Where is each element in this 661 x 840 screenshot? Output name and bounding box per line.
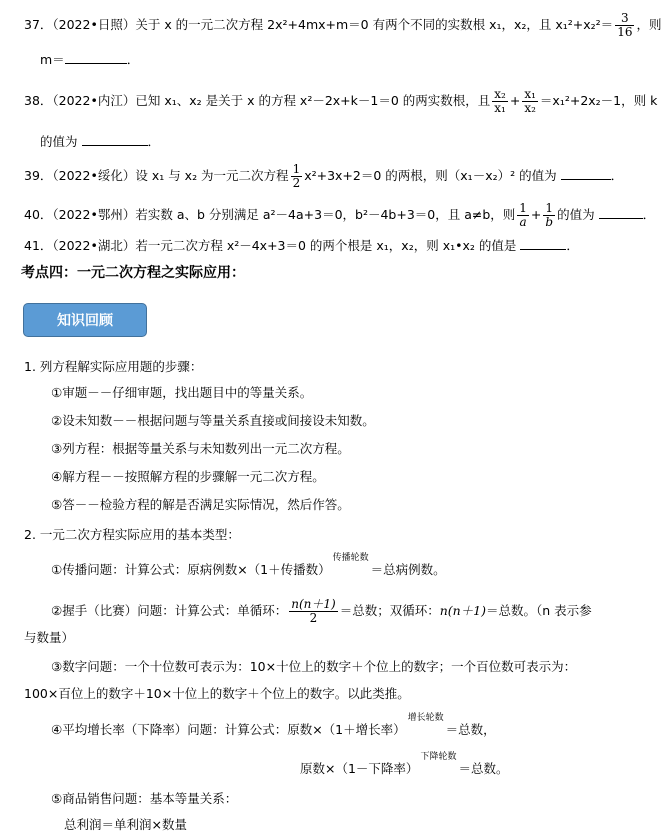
q38-fraction-2: [522, 88, 538, 115]
step-4: ④解方程－－按照解方程的步骤解一元二次方程。: [51, 469, 325, 484]
question-38-cont: [40, 133, 160, 150]
q39-text: 39．（2022•绥化）设 x₁ 与 x₂ 为一元二次方程: [24, 168, 289, 183]
q37-frac-num: 3: [615, 12, 634, 26]
section-heading: 考点四：一元二次方程之实际应用：: [21, 265, 245, 281]
q39-end: ．: [610, 168, 624, 183]
question-37: [24, 12, 661, 39]
q38-frac2-num: x₁: [524, 87, 536, 101]
type-4-decline: [300, 752, 509, 779]
type-2-tail: ＝总数。（n 表示参: [486, 603, 592, 618]
q37-end: ．: [126, 52, 140, 67]
q40-fraction-2: [543, 202, 555, 229]
step-5: ⑤答－－检验方程的解是否满足实际情况，然后作答。: [51, 497, 350, 512]
type-4-text: ④平均增长率（下降率）问题：计算公式：原数×（1＋增长率）: [51, 722, 406, 737]
type-1-exponent: 传播轮数: [332, 553, 369, 563]
q38-plus: +: [509, 93, 521, 108]
question-37-cont: [40, 51, 139, 68]
q40-text-tail: 的值为: [557, 207, 595, 222]
question-41: [24, 237, 579, 254]
type-3-cont: 100×百位上的数字＋10×十位上的数字＋个位上的数字。以此类推。: [24, 686, 410, 701]
knowledge-review-button[interactable]: 知识回顾: [23, 303, 147, 337]
type-4-decline-result: ＝总数。: [458, 761, 509, 776]
q37-m-label: m＝: [40, 52, 65, 67]
type-2-handshake: [51, 598, 592, 625]
type-4-result: ＝总数，: [445, 722, 496, 737]
q38-frac1-den: x₁: [494, 101, 506, 115]
type-1-text: ①传播问题：计算公式：原病例数×（1＋传播数）: [51, 562, 331, 577]
q40-end: ．: [642, 207, 656, 222]
q40-answer-blank[interactable]: [599, 206, 643, 219]
q40-frac2-num: 1: [543, 202, 555, 216]
q37-text: 37．（2022•日照）关于 x 的一元二次方程 2x²+4mx+m＝0 有两个不同的实数根 x₁，x₂，且 x₁²+x₂²＝: [24, 17, 614, 32]
q39-text-tail: x²+3x+2＝0 的两根，则（x₁－x₂）² 的值为: [304, 168, 557, 183]
type-2-frac-den: 2: [309, 611, 318, 625]
q38-frac1-num: x₂: [494, 87, 506, 101]
q39-answer-blank[interactable]: [561, 167, 611, 180]
types-title: 2. 一元二次方程实际应用的基本类型：: [24, 527, 240, 542]
type-4-growth: [51, 713, 496, 740]
q41-text: 41．（2022•湖北）若一元二次方程 x²－4x+3＝0 的两个根是 x₁，x₂，则 x₁•x₂ 的值是: [24, 238, 517, 253]
q40-frac1-num: 1: [519, 201, 527, 215]
type-2-frac-num: n(n＋1): [291, 597, 336, 611]
q40-frac2-den: b: [545, 215, 554, 229]
q40-text: 40．（2022•鄂州）若实数 a、b 分别满足 a²－4a+3＝0，b²－4b+3＝0，且 a≠b，则: [24, 207, 516, 222]
type-4-exponent: 增长轮数: [407, 713, 444, 723]
q38-text: 38．（2022•内江）已知 x₁、x₂ 是关于 x 的方程 x²－2x+k－1＝0 的两实数根，且: [24, 93, 491, 108]
q41-end: ．: [566, 238, 579, 253]
q37-text-tail: ，则: [636, 17, 661, 32]
q40-frac1-den: a: [519, 215, 527, 229]
q39-fraction: [291, 163, 303, 190]
q41-answer-blank[interactable]: [520, 237, 566, 250]
step-2: ②设未知数－－根据问题与等量关系直接或间接设未知数。: [51, 413, 375, 428]
q39-frac-num: 1: [292, 162, 301, 176]
question-38: [24, 88, 657, 115]
q37-answer-blank[interactable]: [65, 51, 127, 64]
step-3: ③列方程：根据等量关系与未知数列出一元二次方程。: [51, 441, 350, 456]
step-1: ①审题－－仔细审题，找出题目中的等量关系。: [51, 385, 313, 400]
q40-plus: +: [530, 207, 542, 222]
q39-frac-den: 2: [292, 176, 301, 190]
type-2-double-formula: n(n＋1): [439, 603, 487, 618]
q38-text-tail: ＝x₁²+2x₂－1，则 k: [539, 93, 658, 108]
question-40: [24, 202, 655, 229]
steps-title: 1. 列方程解实际应用题的步骤：: [24, 359, 203, 374]
type-2-single: ＝总数；双循环：: [339, 603, 440, 618]
q37-fraction: [615, 12, 634, 39]
type-2-text: ②握手（比赛）问题：计算公式：单循环：: [51, 603, 288, 618]
type-1-result: ＝总病例数。: [370, 562, 446, 577]
type-2-fraction: [289, 598, 337, 625]
type-1-spread: [51, 553, 446, 580]
type-3-digits: ③数字问题：一个十位数可表示为：10×十位上的数字＋个位上的数字；一个百位数可表示为：: [51, 659, 577, 674]
q38-frac2-den: x₂: [524, 101, 536, 115]
q38-fraction-1: [492, 88, 508, 115]
type-5-sales: ⑤商品销售问题：基本等量关系：: [51, 791, 238, 806]
type-5-formula: 总利润＝单利润×数量: [64, 817, 187, 832]
q38-end: ．: [147, 134, 161, 149]
q37-frac-den: 16: [617, 25, 633, 39]
type-4-decline-exponent: 下降轮数: [420, 752, 457, 762]
q38-label: 的值为: [40, 134, 78, 149]
type-2-cont: 与数量）: [24, 630, 75, 645]
q38-answer-blank[interactable]: [82, 133, 148, 146]
q40-fraction-1: [517, 202, 529, 229]
type-4-decline-text: 原数×（1－下降率）: [300, 761, 419, 776]
question-39: [24, 163, 623, 190]
